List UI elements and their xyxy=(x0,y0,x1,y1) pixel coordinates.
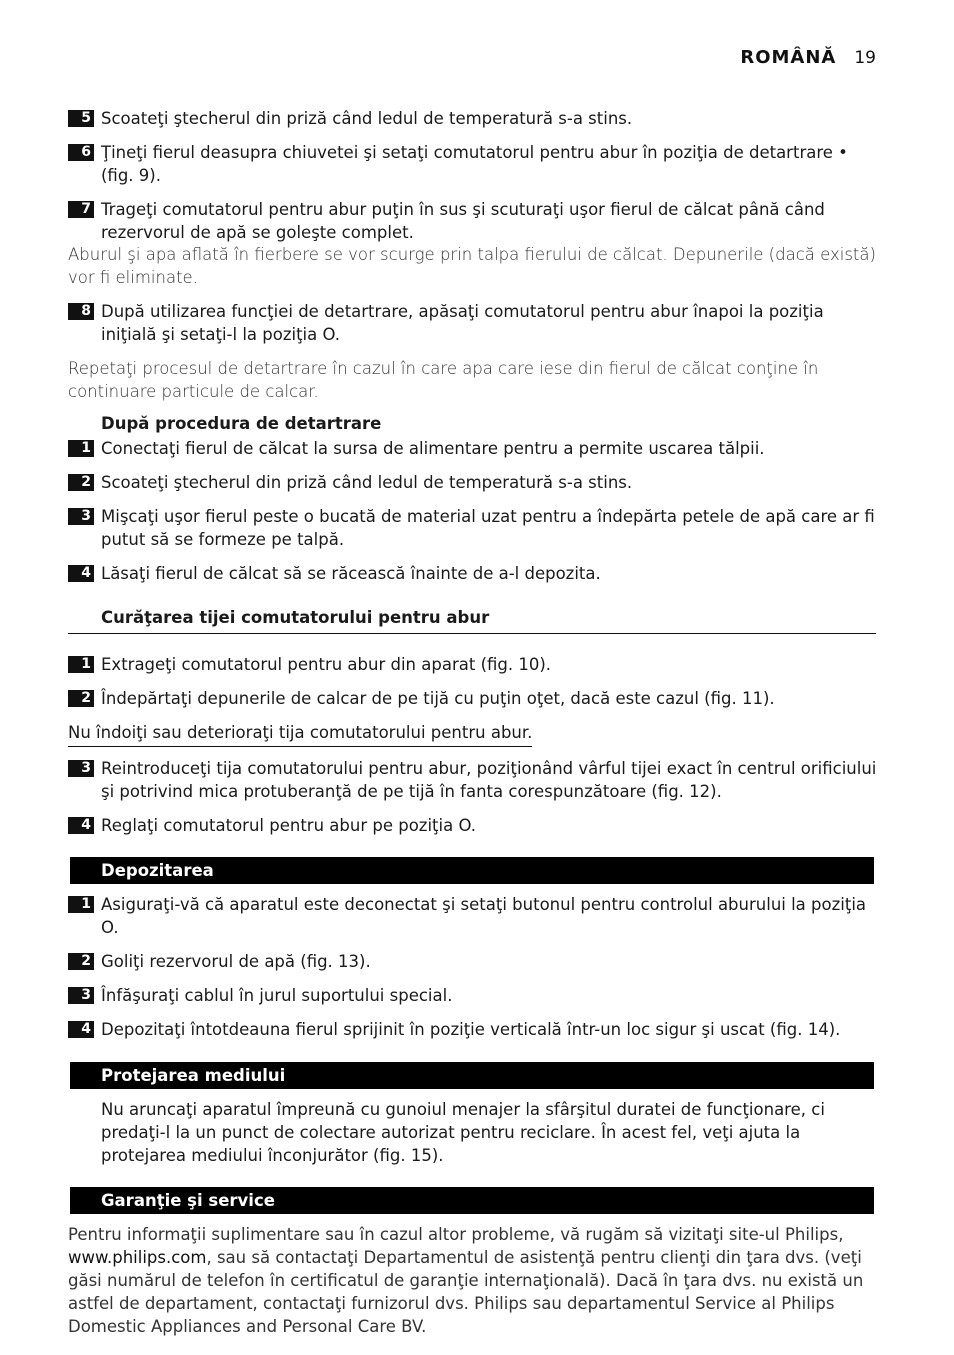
step-text: Goliţi rezervorul de apă (fig. 13). xyxy=(101,952,371,971)
step-8 xyxy=(68,300,878,346)
step-text: Reintroduceţi tija comutatorului pentru abur, poziţionând vârful tijei exact în centrul orificiului şi potrivind mica protuberanţă de pe tijă în fanta corespunzătoare (fig. 12). xyxy=(101,759,877,801)
step-text: Scoateţi ştecherul din priză când ledul de temperatură s-a stins. xyxy=(101,473,633,492)
step-number-badge: 4 xyxy=(68,565,94,582)
philips-website-link[interactable]: www.philips.com xyxy=(68,1248,207,1267)
step-number-badge: 3 xyxy=(68,508,94,525)
after-step-1 xyxy=(68,437,878,460)
step-6 xyxy=(68,141,878,187)
note-descale-result: Aburul şi apa aflată în fierbere se vor scurge prin talpa fierului de călcat. Depunerile (dacă există) vor fi eliminate. xyxy=(68,245,876,287)
step-text: Îndepărtaţi depunerile de calcar de pe tijă cu puţin oţet, dacă este cazul (fig. 11). xyxy=(101,689,775,708)
step-number-badge: 7 xyxy=(68,201,94,218)
section-title-rod-cleaning: Curăţarea tijei comutatorului pentru abur xyxy=(101,608,490,627)
after-step-4 xyxy=(68,562,878,585)
warning-do-not-bend: Nu îndoiţi sau deterioraţi tija comutatorului pentru abur. xyxy=(68,721,532,747)
page-header xyxy=(740,47,876,68)
step-text: Extrageţi comutatorul pentru abur din aparat (fig. 10). xyxy=(101,655,552,674)
step-number-badge: 1 xyxy=(68,656,94,673)
step-text: Conectaţi fierul de călcat la sursa de alimentare pentru a permite uscarea tălpii. xyxy=(101,439,765,458)
step-number-badge: 8 xyxy=(68,303,94,320)
after-step-2 xyxy=(68,471,878,494)
step-number-badge: 5 xyxy=(68,110,94,127)
section-bar-warranty: Garanţie şi service xyxy=(70,1187,874,1214)
storage-step-3 xyxy=(68,984,878,1007)
step-number-badge: 1 xyxy=(68,440,94,457)
storage-step-2 xyxy=(68,950,878,973)
warranty-text xyxy=(68,1223,880,1338)
storage-step-1 xyxy=(68,893,878,939)
step-number-badge: 2 xyxy=(68,690,94,707)
warranty-text-before: Pentru informaţii suplimentare sau în cazul altor probleme, vă rugăm să vizitaţi site-ul Philips, xyxy=(68,1225,844,1244)
step-text: Scoateţi ştecherul din priză când ledul de temperatură s-a stins. xyxy=(101,109,633,128)
section-divider xyxy=(68,633,876,634)
step-number-badge: 6 xyxy=(68,144,94,161)
step-number-badge: 4 xyxy=(68,817,94,834)
step-7 xyxy=(68,198,878,244)
step-number-badge: 4 xyxy=(68,1021,94,1038)
rod-step-2 xyxy=(68,687,878,710)
step-text: Ţineţi fierul deasupra chiuvetei şi setaţi comutatorul pentru abur în poziţia de detartrare • (fig. 9). xyxy=(101,143,848,185)
step-text: Înfăşuraţi cablul în jurul suportului special. xyxy=(101,986,453,1005)
section-bar-storage: Depozitarea xyxy=(70,857,874,884)
section-bar-environment: Protejarea mediului xyxy=(70,1062,874,1089)
after-step-3 xyxy=(68,505,878,551)
step-5 xyxy=(68,107,878,130)
note-repeat: Repetaţi procesul de detartrare în cazul în care apa care iese din fierul de călcat conţine în continuare particule de calcar. xyxy=(68,359,819,401)
step-number-badge: 3 xyxy=(68,987,94,1004)
step-number-badge: 2 xyxy=(68,953,94,970)
step-text: Asiguraţi-vă că aparatul este deconectat şi setaţi butonul pentru controlul aburului la poziţia O. xyxy=(101,895,867,937)
step-number-badge: 2 xyxy=(68,474,94,491)
page-number: 19 xyxy=(854,48,876,68)
step-number-badge: 3 xyxy=(68,760,94,777)
step-text: Mişcaţi uşor fierul peste o bucată de material uzat pentru a îndepărta petele de apă care ar fi putut să se formeze pe talpă. xyxy=(101,507,875,549)
language-label: ROMÂNĂ xyxy=(740,47,837,68)
environment-text: Nu aruncaţi aparatul împreună cu gunoiul menajer la sfârşitul duratei de funcţionare, ci predaţi-l la un punct de colectare autorizat pentru reciclare. În acest fel, veţi ajuta la protejarea mediului înconjurător (fig. 15). xyxy=(101,1100,825,1165)
section-title-after-descaling: După procedura de detartrare xyxy=(101,414,382,433)
step-text: Reglaţi comutatorul pentru abur pe poziţia O. xyxy=(101,816,477,835)
rod-step-4 xyxy=(68,814,878,837)
step-text: Trageţi comutatorul pentru abur puţin în sus şi scuturaţi uşor fierul de călcat până când rezervorul de apă se goleşte complet. xyxy=(101,200,825,242)
step-text: Lăsaţi fierul de călcat să se răcească înainte de a-l depozita. xyxy=(101,564,601,583)
rod-step-1 xyxy=(68,653,878,676)
step-number-badge: 1 xyxy=(68,896,94,913)
warranty-text-after: , sau să contactaţi Departamentul de asistenţă pentru clienţi din ţara dvs. (veţi găsi numărul de telefon în certificatul de garanţie internaţională). Dacă în ţara dvs. nu există un astfel de departament, contactaţi furnizorul dvs. Philips sau departamentul Service al Philips Domestic Appliances and Personal Care BV. xyxy=(68,1248,864,1336)
step-text: Depozitaţi întotdeauna fierul sprijinit în poziţie verticală într-un loc sigur şi uscat (fig. 14). xyxy=(101,1020,841,1039)
storage-step-4 xyxy=(68,1018,878,1041)
step-text: După utilizarea funcţiei de detartrare, apăsaţi comutatorul pentru abur înapoi la poziţia iniţială şi setaţi-l la poziţia O. xyxy=(101,302,824,344)
rod-step-3 xyxy=(68,757,878,803)
